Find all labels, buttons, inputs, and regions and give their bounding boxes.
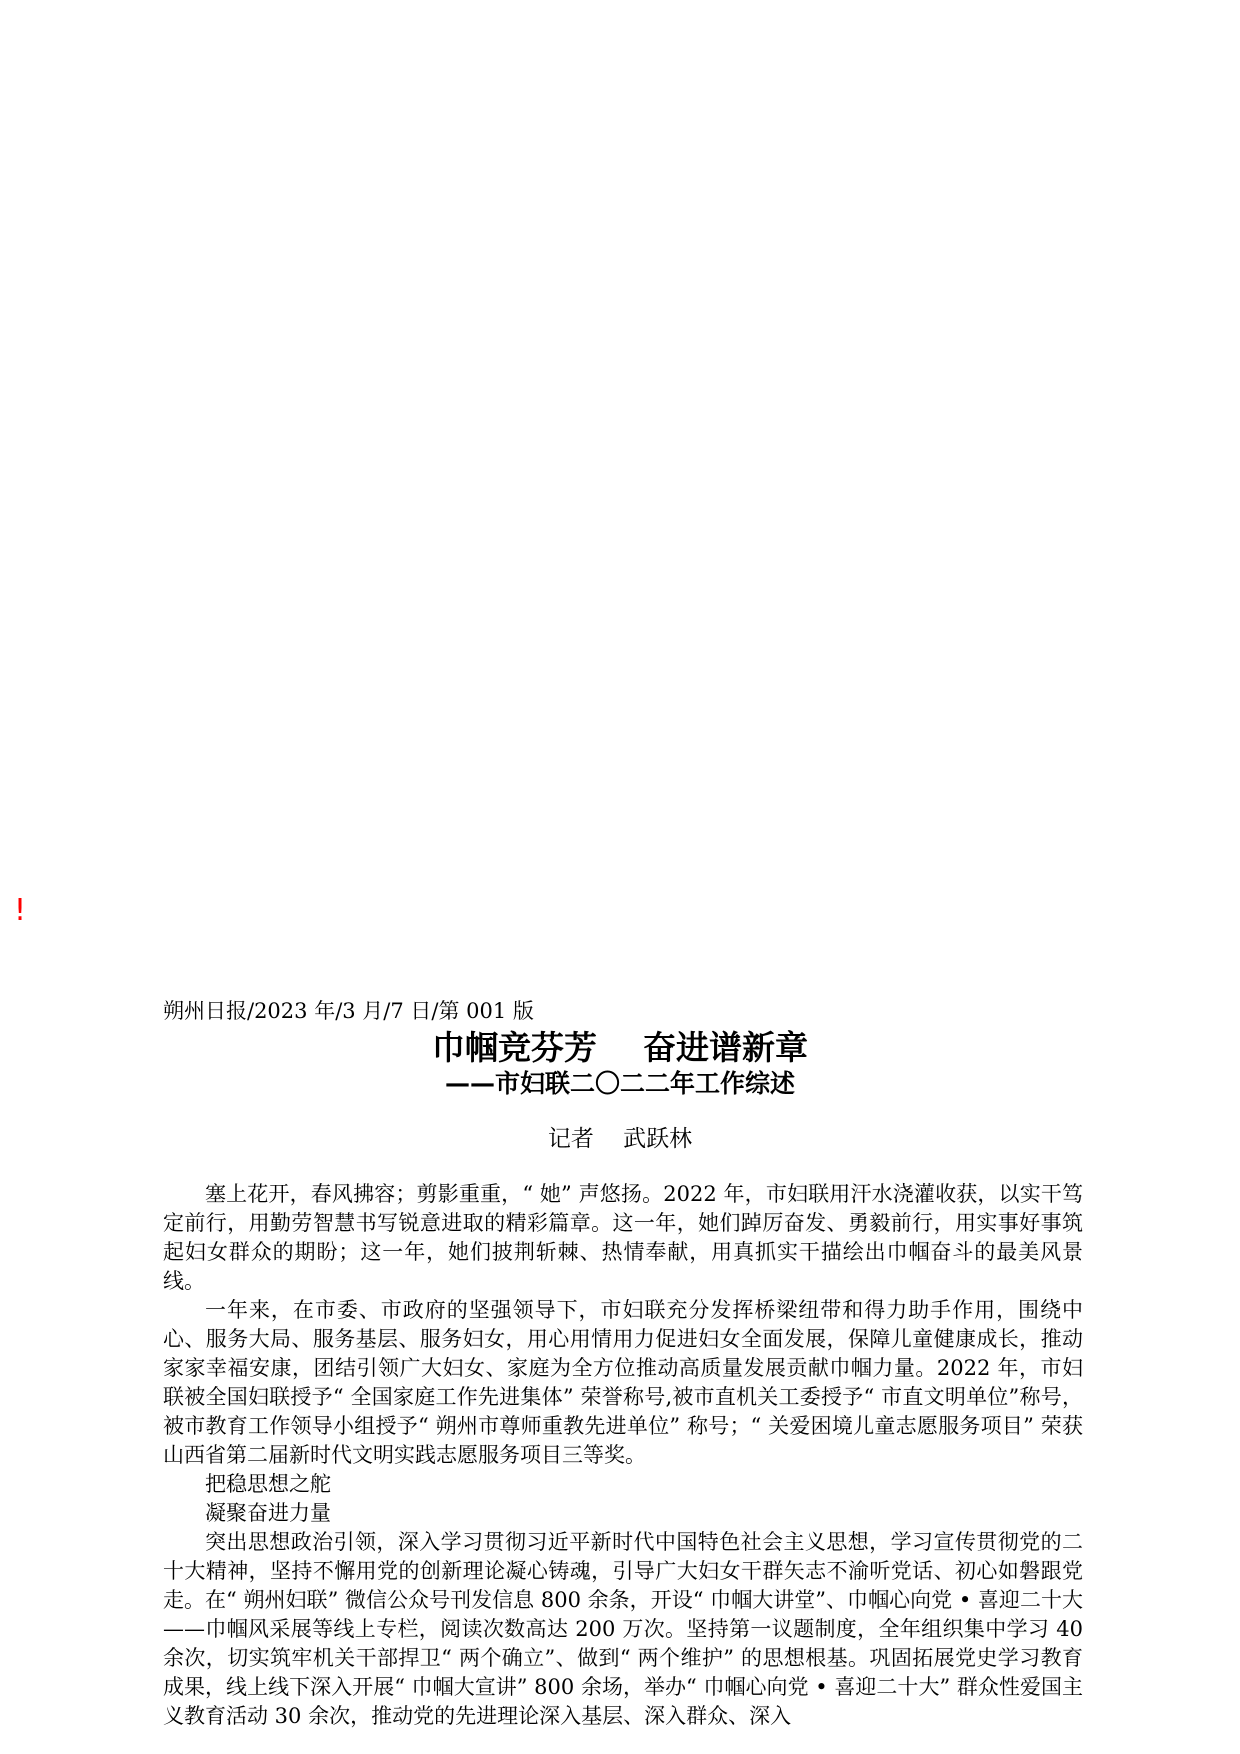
paragraph-overview: 一年来，在市委、市政府的坚强领导下，市妇联充分发挥桥梁纽带和得力助手作用，围绕中心、服务大局、服务基层、服务妇女，用心用情用力促进妇女全面发展，保障儿童健康成长，推动家家幸福安康，团结引领广大妇女、家庭为全方位推动高质量发展贡献巾帼力量。2022 年，市妇联被全国妇联授予“ 全国家庭工作先进集体” 荣誉称号,被市直机关工委授予“ 市直文明单位”称号，被市教育工作领导小组授予“ 朔州市尊师重教先进单位” 称号；“ 关爱困境儿童志愿服务项目” 荣获山西省第二届新时代文明实践志愿服务项目三等奖。 xyxy=(163,1298,1083,1467)
paragraph-ideology: 突出思想政治引领，深入学习贯彻习近平新时代中国特色社会主义思想，学习宣传贯彻党的二十大精神，坚持不懈用党的创新理论凝心铸魂，引导广大妇女干群矢志不渝听党话、初心如磐跟党走。在“ 朔州妇联” 微信公众号刊发信息 800 余条，开设“ 巾帼大讲堂”、巾帼心向党 • 喜迎二十大——巾帼风采展等线上专栏，阅读次数高达 200 万次。坚持第一议题制度，全年组织集中学习 40 余次，切实筑牢机关干部捍卫“ 两个确立”、做到“ 两个维护” 的思想根基。巩固拓展党史学习教育成果，线上线下深入开展“ 巾帼大宣讲” 800 余场，举办“ 巾帼心向党 • 喜迎二十大” 群众性爱国主义教育活动 30 余次，推动党的先进理论深入基层、深入群众、深入 xyxy=(163,1530,1083,1728)
section-heading-line-1: 把稳思想之舵 xyxy=(205,1472,331,1496)
paragraph-intro: 塞上花开，春风拂容；剪影重重，“ 她” 声悠扬。2022 年，市妇联用汗水浇灌收获，以实干笃定前行，用勤劳智慧书写锐意进取的精彩篇章。这一年，她们踔厉奋发、勇毅前行，用实事好事筑起妇女群众的期盼；这一年，她们披荆斩棘、热情奉献，用真抓实干描绘出巾帼奋斗的最美风景线。 xyxy=(163,1182,1084,1293)
article-body xyxy=(163,1180,1083,1731)
section-heading-line-2: 凝聚奋进力量 xyxy=(205,1501,331,1525)
source-line: 朔州日报/2023 年/3 月/7 日/第 001 版 xyxy=(163,999,534,1023)
article-title: 巾帼竞芬芳 奋进谱新章 xyxy=(432,1028,808,1067)
article-subtitle: ——市妇联二〇二二年工作综述 xyxy=(444,1069,795,1098)
byline: 记者 武跃林 xyxy=(547,1126,693,1152)
red-exclamation-mark: ! xyxy=(14,893,27,928)
